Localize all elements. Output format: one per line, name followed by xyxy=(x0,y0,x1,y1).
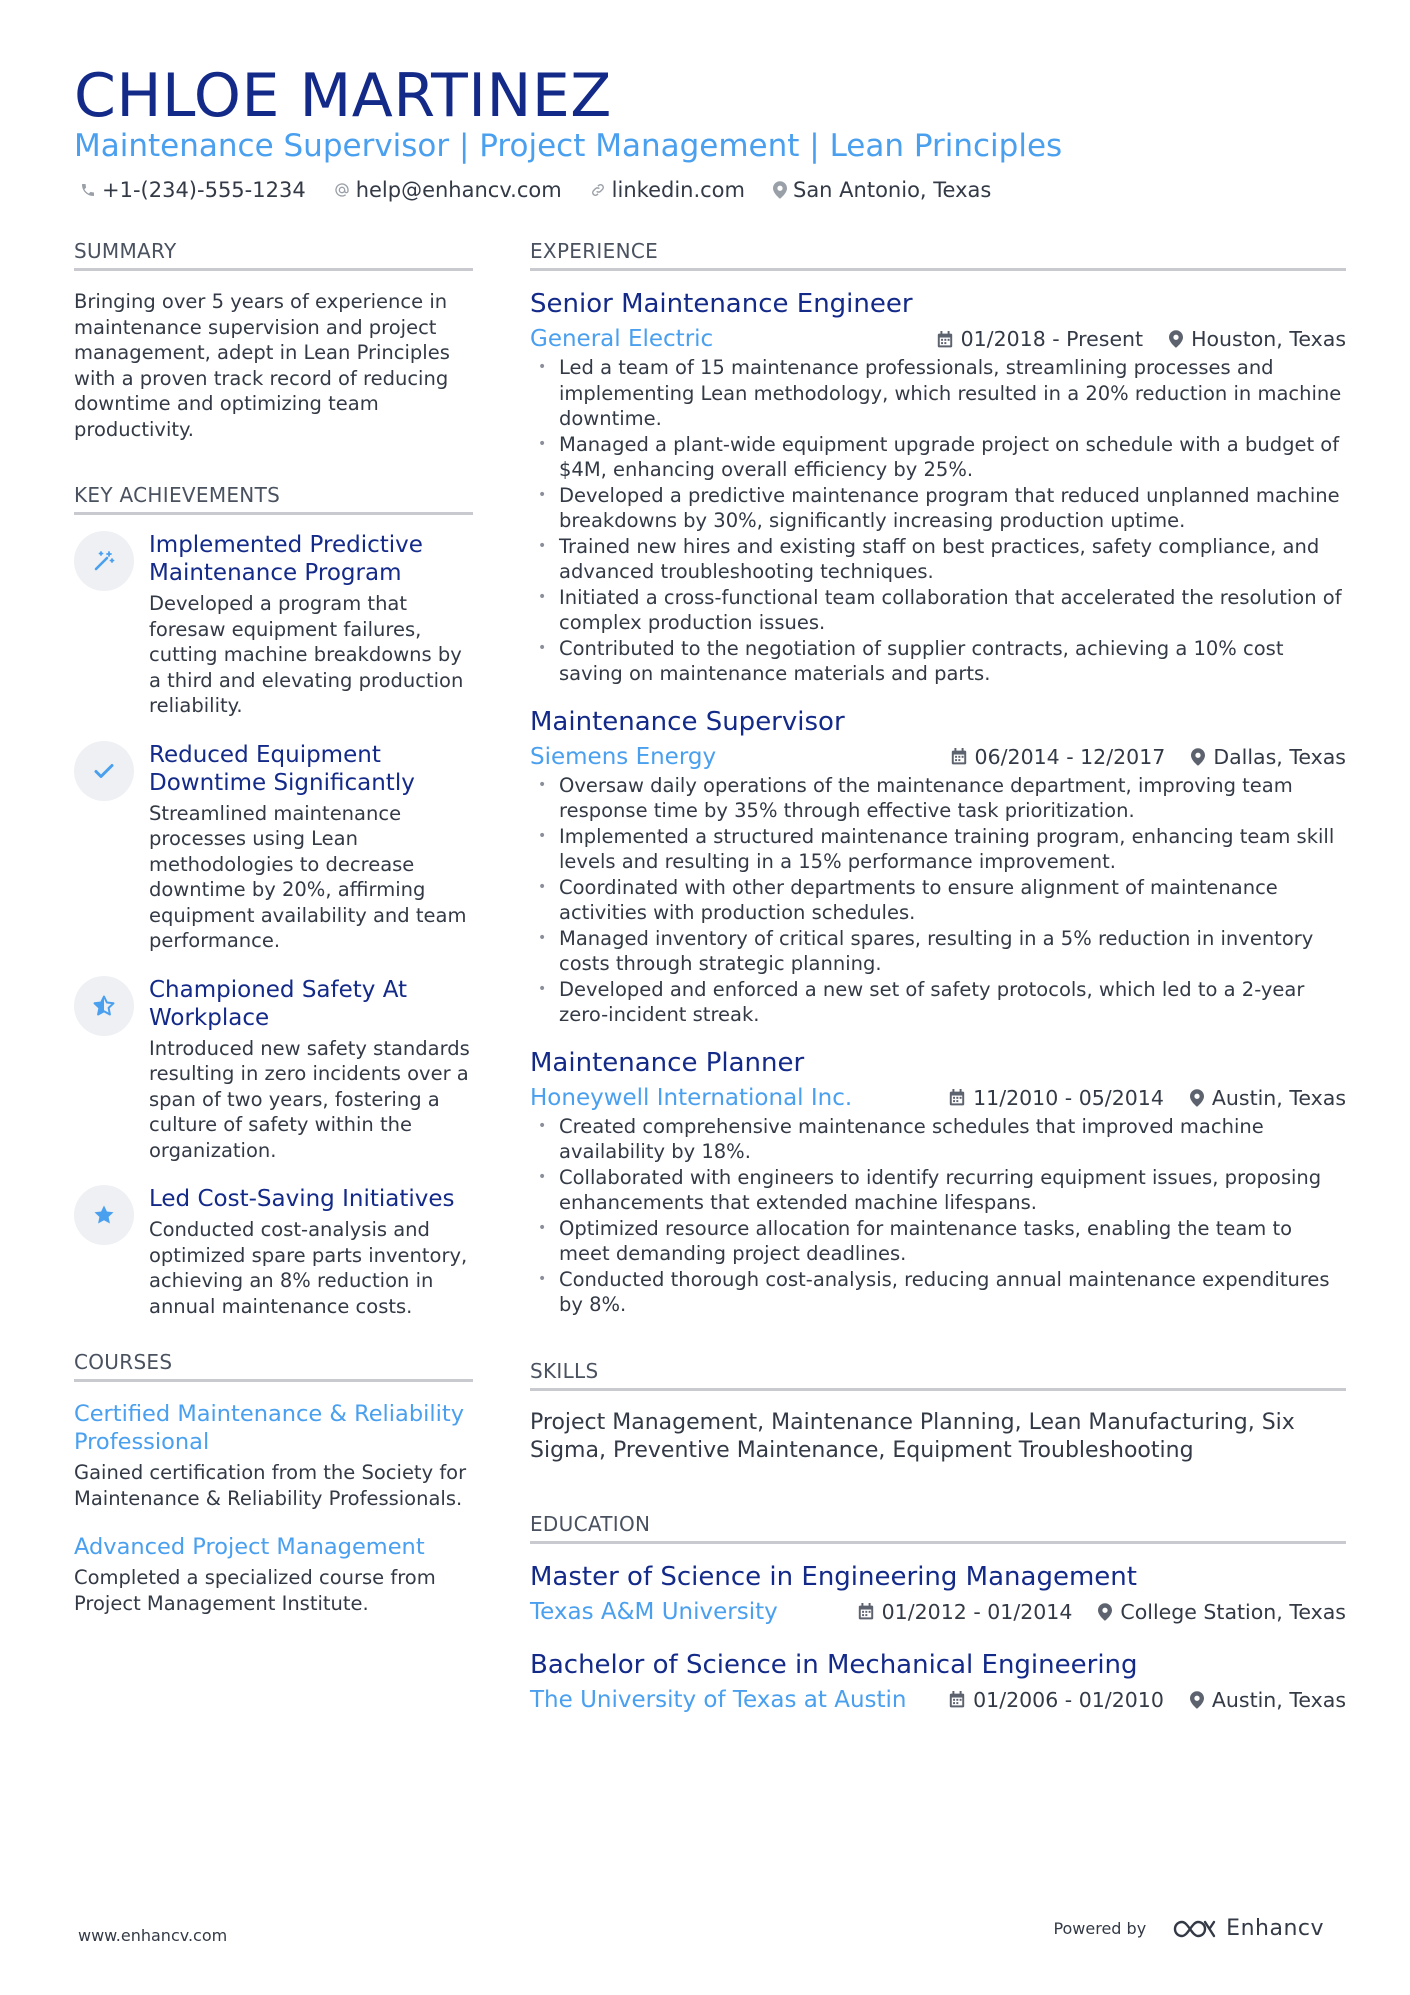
at-icon xyxy=(334,182,350,198)
achievement-body xyxy=(149,741,473,954)
calendar-icon xyxy=(937,331,953,348)
job-bullet: • Coordinated with other departments to ensure alignment of maintenance activities with production schedules. xyxy=(530,875,1346,926)
company-name: Honeywell International Inc. xyxy=(530,1084,853,1111)
achievement-icon-wrap xyxy=(74,741,134,801)
education-entry xyxy=(530,1648,1346,1716)
achievement-body xyxy=(149,1185,473,1319)
job-bullet: • Created comprehensive maintenance schedules that improved machine availability by 18%. xyxy=(530,1114,1346,1165)
job-dates xyxy=(937,327,1144,351)
footer-website[interactable]: www.enhancv.com xyxy=(78,1926,228,1945)
achievement-item xyxy=(74,531,473,719)
achievement-title: Led Cost-Saving Initiatives xyxy=(149,1186,455,1212)
achievement-desc: Streamlined maintenance processes using Lean methodologies to decrease downtime by 20%, affirming equipment availability and team performance. xyxy=(149,801,467,952)
job-bullet: • Developed a predictive maintenance program that reduced unplanned machine breakdowns by 30%, significantly increasing production uptime. xyxy=(530,483,1346,534)
education-meta xyxy=(530,1596,1346,1628)
job-meta xyxy=(530,1082,1346,1114)
job-bullet: • Trained new hires and existing staff on best practices, safety compliance, and advanced troubleshooting techniques. xyxy=(530,534,1346,585)
education-location xyxy=(1098,1600,1346,1624)
job-bullet: • Developed and enforced a new set of safety protocols, which led to a 2-year zero-incident streak. xyxy=(530,977,1346,1028)
job-bullets xyxy=(530,355,1346,687)
location-text: Austin, Texas xyxy=(1211,1687,1346,1712)
candidate-headline: Maintenance Supervisor | Project Management | Lean Principles xyxy=(74,128,1063,164)
contact-location xyxy=(773,178,991,202)
company-name: General Electric xyxy=(530,326,714,352)
skills-text: Project Management, Maintenance Planning, Lean Manufacturing, Six Sigma, Preventive Maintenance, Equipment Troubleshooting xyxy=(530,1409,1295,1463)
achievement-body xyxy=(149,531,473,719)
location-pin-icon xyxy=(1169,330,1183,348)
achievement-desc: Conducted cost-analysis and optimized spare parts inventory, achieving an 8% reduction in annual maintenance costs. xyxy=(149,1218,468,1318)
job-title: Maintenance Planner xyxy=(530,1047,805,1078)
job-title: Maintenance Supervisor xyxy=(530,706,845,737)
achievement-title: Implemented Predictive Maintenance Program xyxy=(149,532,423,586)
phone-icon xyxy=(80,182,96,198)
job-bullet: • Managed inventory of critical spares, resulting in a 5% reduction in inventory costs through strategic planning. xyxy=(530,926,1346,977)
achievement-title: Reduced Equipment Downtime Significantly xyxy=(149,741,415,796)
job-dates xyxy=(951,745,1166,769)
course-title: Certified Maintenance & Reliability Professional xyxy=(74,1401,465,1455)
left-column xyxy=(74,238,473,1616)
achievement-body xyxy=(149,976,473,1164)
education-heading: EDUCATION xyxy=(530,1511,1346,1544)
calendar-icon xyxy=(951,748,967,765)
job-location xyxy=(1190,1086,1346,1110)
degree-title: Master of Science in Engineering Management xyxy=(530,1561,1137,1592)
link-icon xyxy=(590,182,606,198)
achievement-icon-wrap xyxy=(74,976,134,1036)
job-bullet: • Managed a plant-wide equipment upgrade project on schedule with a budget of $4M, enhancing overall efficiency by 25%. xyxy=(530,432,1346,483)
phone-text: +1-(234)-555-1234 xyxy=(102,178,306,202)
job-bullet: • Conducted thorough cost-analysis, reducing annual maintenance expenditures by 8%. xyxy=(530,1267,1346,1318)
dates-text: 01/2018 - Present xyxy=(960,327,1144,351)
location-text: College Station, Texas xyxy=(1120,1599,1346,1624)
achievements-list xyxy=(74,531,473,1319)
dates-text: 01/2012 - 01/2014 xyxy=(881,1599,1073,1624)
skills-heading: SKILLS xyxy=(530,1358,1346,1391)
job-title: Senior Maintenance Engineer xyxy=(530,289,913,319)
achievement-desc: Developed a program that foresaw equipment failures, cutting machine breakdowns by a third and elevating production reliability. xyxy=(149,592,464,717)
location-pin-icon xyxy=(773,181,787,199)
job-bullet: • Led a team of 15 maintenance professionals, streamlining processes and implementing Lean methodology, which resulted in a 20% reduction in machine downtime. xyxy=(530,355,1346,432)
courses-heading: COURSES xyxy=(74,1349,473,1382)
contact-email[interactable] xyxy=(334,178,562,202)
location-pin-icon xyxy=(1190,1089,1204,1107)
summary-text: Bringing over 5 years of experience in maintenance supervision and project management, adept in Lean Principles with a proven track record of reducing downtime and optimizing team productivity. xyxy=(74,290,450,441)
job-bullets xyxy=(530,1114,1346,1318)
school-name: The University of Texas at Austin xyxy=(530,1686,907,1713)
achievement-desc: Introduced new safety standards resulting in zero incidents over a span of two years, fostering a culture of safety within the organization. xyxy=(149,1036,470,1162)
job-bullet: • Optimized resource allocation for maintenance tasks, enabling the team to meet demanding project deadlines. xyxy=(530,1216,1346,1267)
location-text: San Antonio, Texas xyxy=(792,178,992,202)
summary-heading: SUMMARY xyxy=(74,238,473,271)
email-text: help@enhancv.com xyxy=(355,178,562,202)
location-text: Dallas, Texas xyxy=(1213,744,1346,769)
dates-text: 01/2006 - 01/2010 xyxy=(973,1687,1164,1712)
calendar-icon xyxy=(949,1691,965,1708)
location-text: Houston, Texas xyxy=(1191,327,1346,351)
contact-bar xyxy=(80,178,1019,202)
achievements-heading: KEY ACHIEVEMENTS xyxy=(74,482,473,515)
education-dates xyxy=(858,1600,1073,1624)
education-meta xyxy=(530,1684,1346,1716)
job-meta xyxy=(530,741,1346,773)
course-title: Advanced Project Management xyxy=(74,1534,425,1560)
calendar-icon xyxy=(949,1089,965,1106)
education-entry xyxy=(530,1560,1346,1628)
job-entry xyxy=(530,1046,1346,1318)
location-pin-icon xyxy=(1190,1691,1204,1709)
achievement-item xyxy=(74,976,473,1164)
job-bullet: • Initiated a cross-functional team collaboration that accelerated the resolution of complex production issues. xyxy=(530,585,1346,636)
star-half-icon xyxy=(92,994,116,1018)
linkedin-text: linkedin.com xyxy=(611,178,745,202)
achievement-item xyxy=(74,1185,473,1319)
job-meta xyxy=(530,323,1346,355)
company-name: Siemens Energy xyxy=(530,743,717,770)
achievement-icon-wrap xyxy=(74,531,134,591)
education-dates xyxy=(949,1688,1164,1712)
calendar-icon xyxy=(858,1603,874,1620)
contact-phone xyxy=(80,178,306,202)
experience-heading: EXPERIENCE xyxy=(530,238,1346,271)
job-dates xyxy=(949,1086,1164,1110)
candidate-name: CHLOE MARTINEZ xyxy=(74,61,612,131)
dates-text: 11/2010 - 05/2014 xyxy=(973,1085,1164,1110)
education-location xyxy=(1190,1688,1346,1712)
course-desc: Completed a specialized course from Project Management Institute. xyxy=(74,1566,436,1615)
job-bullet: • Oversaw daily operations of the maintenance department, improving team response time by 35% through effective task prioritization. xyxy=(530,773,1346,824)
right-column xyxy=(530,238,1346,1716)
check-icon xyxy=(92,759,116,783)
footer-branding xyxy=(1053,1916,1324,1941)
contact-linkedin[interactable] xyxy=(590,178,745,202)
magic-wand-icon xyxy=(92,549,116,573)
location-text: Austin, Texas xyxy=(1211,1085,1346,1110)
job-bullet: • Implemented a structured maintenance training program, enhancing team skill levels and resulting in a 15% performance improvement. xyxy=(530,824,1346,875)
school-name: Texas A&M University xyxy=(530,1598,778,1625)
star-icon xyxy=(92,1203,116,1227)
location-pin-icon xyxy=(1191,748,1205,766)
enhancv-logo-icon xyxy=(1172,1917,1218,1941)
job-bullets xyxy=(530,773,1346,1028)
achievement-item xyxy=(74,741,473,954)
job-entry xyxy=(530,705,1346,1028)
job-bullet: • Contributed to the negotiation of supplier contracts, achieving a 10% cost saving on maintenance materials and parts. xyxy=(530,636,1346,687)
course-desc: Gained certification from the Society for Maintenance & Reliability Professionals. xyxy=(74,1461,467,1510)
powered-by-text: Powered by xyxy=(1053,1919,1147,1938)
job-entry xyxy=(530,287,1346,687)
achievement-title: Championed Safety At Workplace xyxy=(149,976,408,1031)
achievement-icon-wrap xyxy=(74,1185,134,1245)
job-location xyxy=(1169,327,1346,351)
job-bullet: • Collaborated with engineers to identify recurring equipment issues, proposing enhancements that extended machine lifespans. xyxy=(530,1165,1346,1216)
location-pin-icon xyxy=(1098,1603,1112,1621)
brand-name: Enhancv xyxy=(1226,1916,1324,1941)
course-item xyxy=(74,1400,473,1511)
job-location xyxy=(1191,745,1346,769)
degree-title: Bachelor of Science in Mechanical Engineering xyxy=(530,1649,1138,1680)
dates-text: 06/2014 - 12/2017 xyxy=(974,744,1166,769)
course-item xyxy=(74,1533,473,1616)
